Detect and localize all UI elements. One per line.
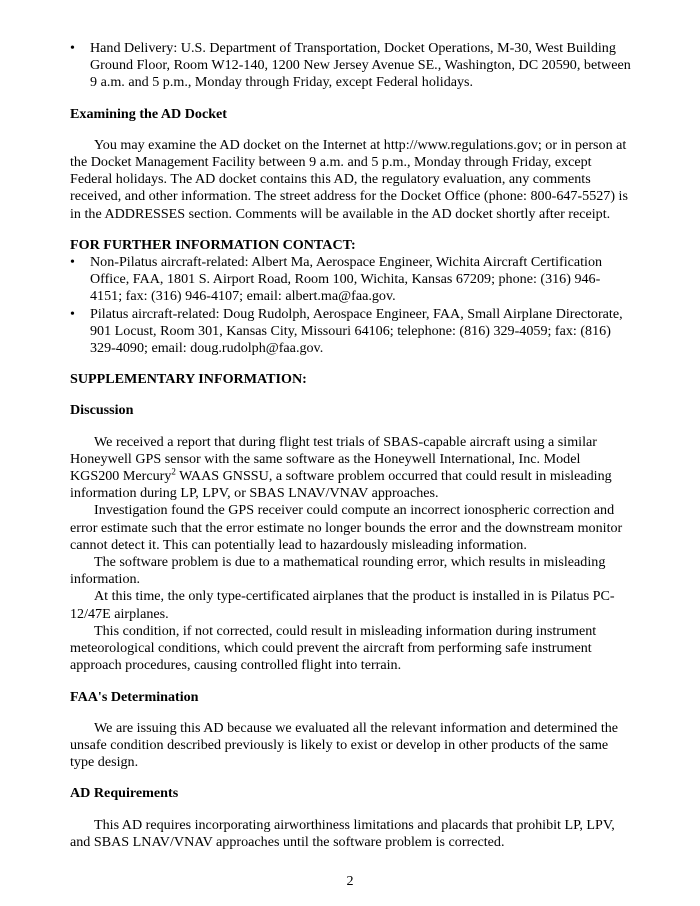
examining-heading: Examining the AD Docket [70, 105, 227, 122]
bullet-icon: • [70, 305, 75, 322]
bullet-icon: • [70, 40, 75, 56]
document-page [70, 40, 632, 851]
contact-heading: FOR FURTHER INFORMATION CONTACT: [70, 236, 356, 253]
discussion-heading: Discussion [70, 402, 134, 419]
hand-delivery-text: Hand Delivery: U.S. Department of Transportation, Docket Operations, M-30, West Building Ground Floor, Room W12-140, 1200 New Jersey Avenue SE., Washington, DC 20590, between 9 a.m. and 5 p.m., Monday through Friday, except Federal holidays. [90, 40, 631, 91]
contact-item-text: Pilatus aircraft-related: Doug Rudolph, Aerospace Engineer, FAA, Small Airplane Directorate, 901 Locust, Room 301, Kansas City, Missouri 64106; telephone: (816) 329-4059; fax: (816) 329-4090; email: doug.rudolph@faa.gov. [90, 305, 623, 357]
hand-delivery-bullet-item [70, 40, 632, 92]
discussion-paragraph: The software problem is due to a mathematical rounding error, which results in misleading information. [70, 554, 606, 588]
page-number: 2 [346, 873, 354, 889]
contact-item-non-pilatus [70, 254, 632, 306]
contact-item-pilatus [70, 306, 632, 358]
discussion-paragraph: Investigation found the GPS receiver could compute an incorrect ionospheric correction and error estimate such that the error estimate no longer bounds the error and the downstream monitor cannot detect it. This can potentially lead to hazardously misleading information. [70, 502, 623, 553]
requirements-body: This AD requires incorporating airworthiness limitations and placards that prohibit LP, LPV, and SBAS LNAV/VNAV approaches until the software problem is corrected. [70, 816, 615, 850]
examining-body: You may examine the AD docket on the Internet at http://www.regulations.gov; or in person at the Docket Management Facility between 9 a.m. and 5 p.m., Monday through Friday, except Federal holidays. The AD docket contains this AD, the regulatory evaluation, any comments received, and other information. The street address for the Docket Office (phone: 800-647-5527) is in the ADDRESSES section. Comments will be available in the AD docket shortly after receipt. [70, 136, 628, 222]
requirements-heading: AD Requirements [70, 785, 179, 802]
determination-heading: FAA's Determination [70, 688, 199, 705]
discussion-p1-text: We received a report that during flight test trials of SBAS-capable aircraft using a similar Honeywell GPS sensor with the same software as the Honeywell International, Inc. Model KGS200 Mercury [70, 433, 597, 485]
supplementary-heading: SUPPLEMENTARY INFORMATION: [70, 371, 307, 388]
bullet-icon: • [70, 254, 75, 271]
discussion-paragraph: This condition, if not corrected, could result in misleading information during instrument meteorological conditions, which could prevent the aircraft from performing safe instrument approach procedures, causing controlled flight into terrain. [70, 622, 597, 674]
discussion-paragraph [70, 434, 632, 503]
contact-item-text: Non-Pilatus aircraft-related: Albert Ma, Aerospace Engineer, Wichita Aircraft Certification Office, FAA, 1801 S. Airport Road, Room 100, Wichita, Kansas 67209; phone: (316) 946-4151; fax: (316) 946-4107; email: albert.ma@faa.gov. [90, 254, 603, 305]
superscript-mark: 2 [171, 466, 176, 477]
discussion-p1-text-cont: WAAS GNSSU, a software problem occurred that could result in misleading information during LP, LPV, or SBAS LNAV/VNAV approaches. [70, 468, 612, 502]
determination-body: We are issuing this AD because we evaluated all the relevant information and determined the unsafe condition described previously is likely to exist or develop in other products of the same type design. [70, 719, 619, 771]
discussion-paragraph: At this time, the only type-certificated airplanes that the product is installed in is Pilatus PC-12/47E airplanes. [70, 588, 615, 622]
